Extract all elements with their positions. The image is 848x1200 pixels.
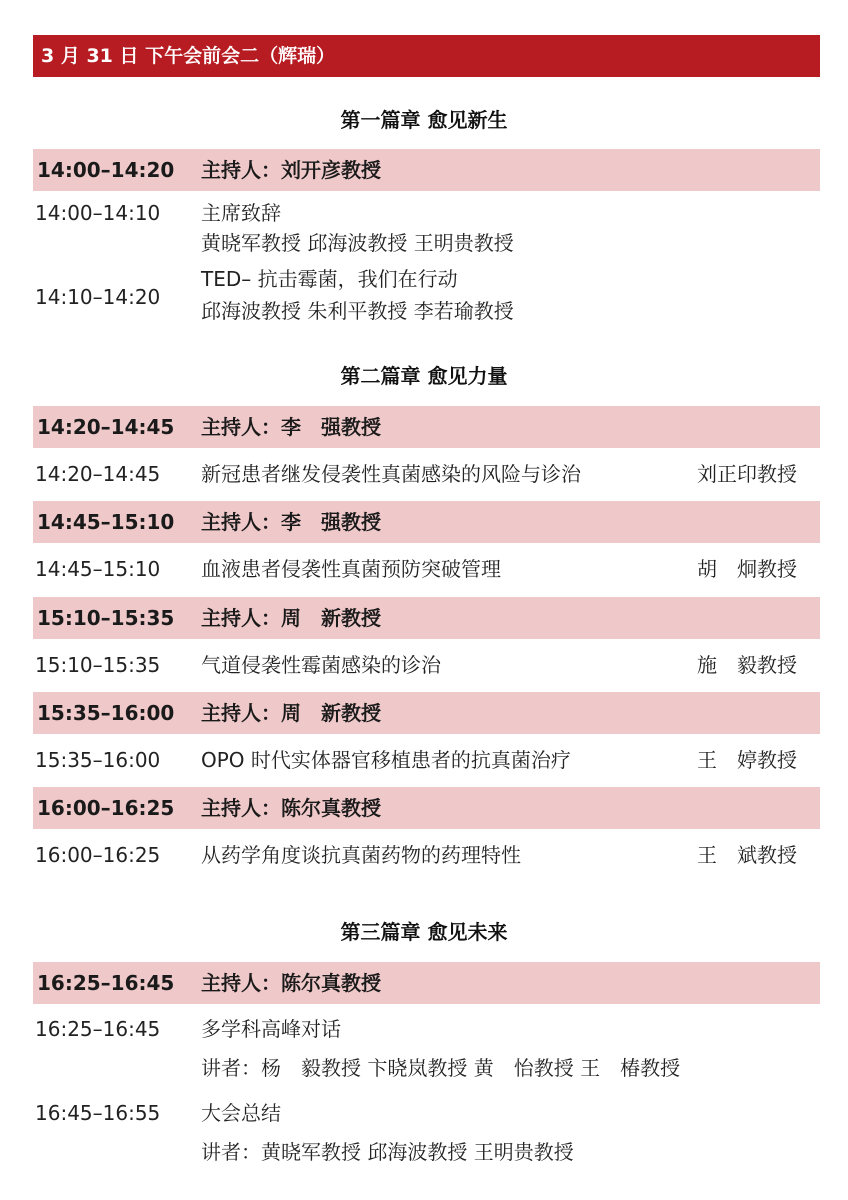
host-band-2 <box>33 406 820 448</box>
item-time: 14:10–14:20 <box>35 285 161 309</box>
item-time: 15:10–15:35 <box>35 653 161 677</box>
item-topic: 多学科高峰对话 <box>201 1017 341 1041</box>
host-band-3 <box>33 501 820 543</box>
item-topic: 从药学角度谈抗真菌药物的药理特性 <box>201 843 521 867</box>
band-time: 16:00–16:25 <box>37 796 175 820</box>
item-time: 15:35–16:00 <box>35 748 161 772</box>
band-host: 主持人：陈尔真教授 <box>201 971 381 995</box>
host-band-5 <box>33 692 820 734</box>
item-time: 14:20–14:45 <box>35 462 161 486</box>
item-topic: 主席致辞 <box>201 201 281 225</box>
band-time: 14:00–14:20 <box>37 158 175 182</box>
session-header <box>33 35 820 77</box>
item-speaker: 王 婷教授 <box>697 748 797 772</box>
host-band-4 <box>33 597 820 639</box>
item-time: 16:45–16:55 <box>35 1101 161 1125</box>
band-time: 14:45–15:10 <box>37 510 175 534</box>
band-time: 16:25–16:45 <box>37 971 175 995</box>
item-speakers: 邱海波教授 朱利平教授 李若瑜教授 <box>201 299 514 323</box>
item-time: 16:00–16:25 <box>35 843 161 867</box>
band-time: 14:20–14:45 <box>37 415 175 439</box>
chapter-2-title: 第二篇章 愈见力量 <box>340 364 508 388</box>
host-band-1 <box>33 149 820 191</box>
item-speakers: 讲者：杨 毅教授 卞晓岚教授 黄 怡教授 王 椿教授 <box>201 1056 681 1080</box>
host-band-6 <box>33 787 820 829</box>
item-speaker: 胡 炯教授 <box>697 557 797 581</box>
band-host: 主持人：陈尔真教授 <box>201 796 381 820</box>
item-topic: TED– 抗击霉菌，我们在行动 <box>201 267 458 291</box>
item-speakers: 讲者：黄晓军教授 邱海波教授 王明贵教授 <box>201 1140 574 1164</box>
item-time: 14:45–15:10 <box>35 557 161 581</box>
item-speakers: 黄晓军教授 邱海波教授 王明贵教授 <box>201 231 514 255</box>
item-topic: 大会总结 <box>201 1101 281 1125</box>
band-host: 主持人：刘开彦教授 <box>201 158 381 182</box>
band-host: 主持人：李 强教授 <box>201 415 381 439</box>
item-topic: 血液患者侵袭性真菌预防突破管理 <box>201 557 501 581</box>
band-host: 主持人：周 新教授 <box>201 606 381 630</box>
chapter-3-title: 第三篇章 愈见未来 <box>340 920 508 944</box>
host-band-7 <box>33 962 820 1004</box>
session-title: 3 月 31 日 下午会前会二（辉瑞） <box>41 45 336 67</box>
band-host: 主持人：周 新教授 <box>201 701 381 725</box>
item-topic: OPO 时代实体器官移植患者的抗真菌治疗 <box>201 748 571 772</box>
item-time: 14:00–14:10 <box>35 201 161 225</box>
band-time: 15:10–15:35 <box>37 606 175 630</box>
band-host: 主持人：李 强教授 <box>201 510 381 534</box>
item-speaker: 施 毅教授 <box>697 653 797 677</box>
item-time: 16:25–16:45 <box>35 1017 161 1041</box>
chapter-1-title: 第一篇章 愈见新生 <box>340 108 508 132</box>
item-speaker: 王 斌教授 <box>697 843 797 867</box>
item-topic: 新冠患者继发侵袭性真菌感染的风险与诊治 <box>201 462 581 486</box>
item-speaker: 刘正印教授 <box>697 462 797 486</box>
band-time: 15:35–16:00 <box>37 701 175 725</box>
item-topic: 气道侵袭性霉菌感染的诊治 <box>201 653 441 677</box>
